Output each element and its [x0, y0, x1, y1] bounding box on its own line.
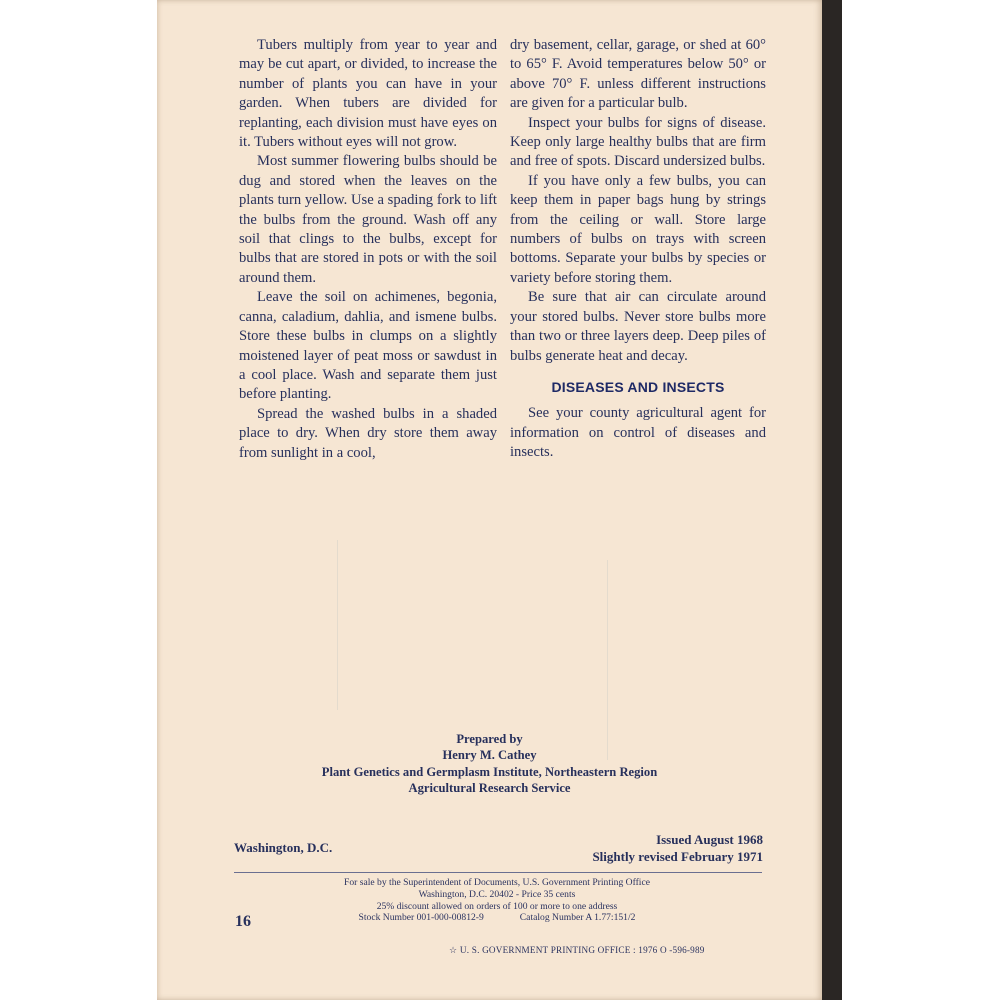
issue-dates: [541, 831, 763, 865]
author-name: Henry M. Cathey: [442, 748, 537, 763]
left-text-column: [239, 36, 497, 463]
institute-name: Plant Genetics and Germplasm Institute, Northeastern Region: [321, 764, 658, 779]
printing-office-imprint: ☆ U. S. GOVERNMENT PRINTING OFFICE : 1976 O -596-989: [449, 945, 705, 955]
paragraph-digging-bulbs: Most summer flowering bulbs should be dug and stored when the leaves on the plants turn yellow. Use a spading fork to lift the bulbs from the ground. Wash off any soil that clings to the bulbs, except for bulbs that are stored in pots or with the soil around them.: [239, 153, 497, 286]
revised-date: Slightly revised February 1971: [592, 849, 763, 864]
book-spine-edge: [822, 0, 842, 1000]
sale-information: [277, 877, 717, 924]
sale-line-discount: 25% discount allowed on orders of 100 or more to one address: [376, 900, 618, 912]
paragraph-diseases: See your county agricultural agent for information on control of diseases and insects.: [510, 405, 766, 461]
paragraph-few-bulbs: If you have only a few bulbs, you can keep them in paper bags hung by strings from the ceiling or wall. Store large numbers of bulbs on trays with screen bottoms. Separate your bulbs by species or variety before storing them.: [510, 172, 766, 286]
stock-number: Stock Number 001-000-00812-9: [358, 912, 484, 924]
document-page: [157, 0, 822, 1000]
prepared-by-label: Prepared by: [456, 732, 523, 746]
publication-place: Washington, D.C.: [234, 840, 333, 855]
paragraph-air-circulation: Be sure that air can circulate around your stored bulbs. Never store bulbs more than two or three layers deep. Deep piles of bulbs generate heat and decay.: [510, 289, 766, 364]
page-number: 16: [235, 913, 251, 930]
right-text-column: [510, 36, 766, 463]
paragraph-soil-storage: Leave the soil on achimenes, begonia, canna, caladium, dahlia, and ismene bulbs. Store these bulbs in clumps on a slightly moistened layer of peat moss or sawdust in a cool place. Wash and separate them just before planting.: [239, 289, 497, 403]
paragraph-tubers: Tubers multiply from year to year and may be cut apart, or divided, to increase the number of plants you can have in your garden. When tubers are divided for replanting, each division must have eyes on it. Tubers without eyes will not grow.: [239, 37, 497, 151]
paragraph-storage-temperature: dry basement, cellar, garage, or shed at 60° to 65° F. Avoid temperatures below 50° or above 70° F. unless different instructions are given for a particular bulb.: [510, 37, 766, 112]
service-name: Agricultural Research Service: [408, 781, 571, 796]
section-heading-diseases: DISEASES AND INSECTS: [551, 378, 725, 395]
faint-show-through-line: [337, 540, 338, 710]
footer-divider: [234, 872, 762, 873]
sale-line-price: Washington, D.C. 20402 - Price 35 cents: [418, 888, 576, 900]
sale-line-superintendent: For sale by the Superintendent of Documents, U.S. Government Printing Office: [344, 877, 650, 888]
faint-show-through-line: [607, 560, 608, 760]
stock-catalog-row: [277, 912, 717, 924]
issued-date: Issued August 1968: [656, 832, 763, 847]
paragraph-inspect-bulbs: Inspect your bulbs for signs of disease. Keep only large healthy bulbs that are firm and free of spots. Discard undersized bulbs.: [510, 114, 766, 170]
paragraph-drying-bulbs: Spread the washed bulbs in a shaded place to dry. When dry store them away from sunlight in a cool,: [239, 405, 497, 461]
catalog-number: Catalog Number A 1.77:151/2: [519, 912, 636, 924]
credits-block: [157, 731, 822, 797]
